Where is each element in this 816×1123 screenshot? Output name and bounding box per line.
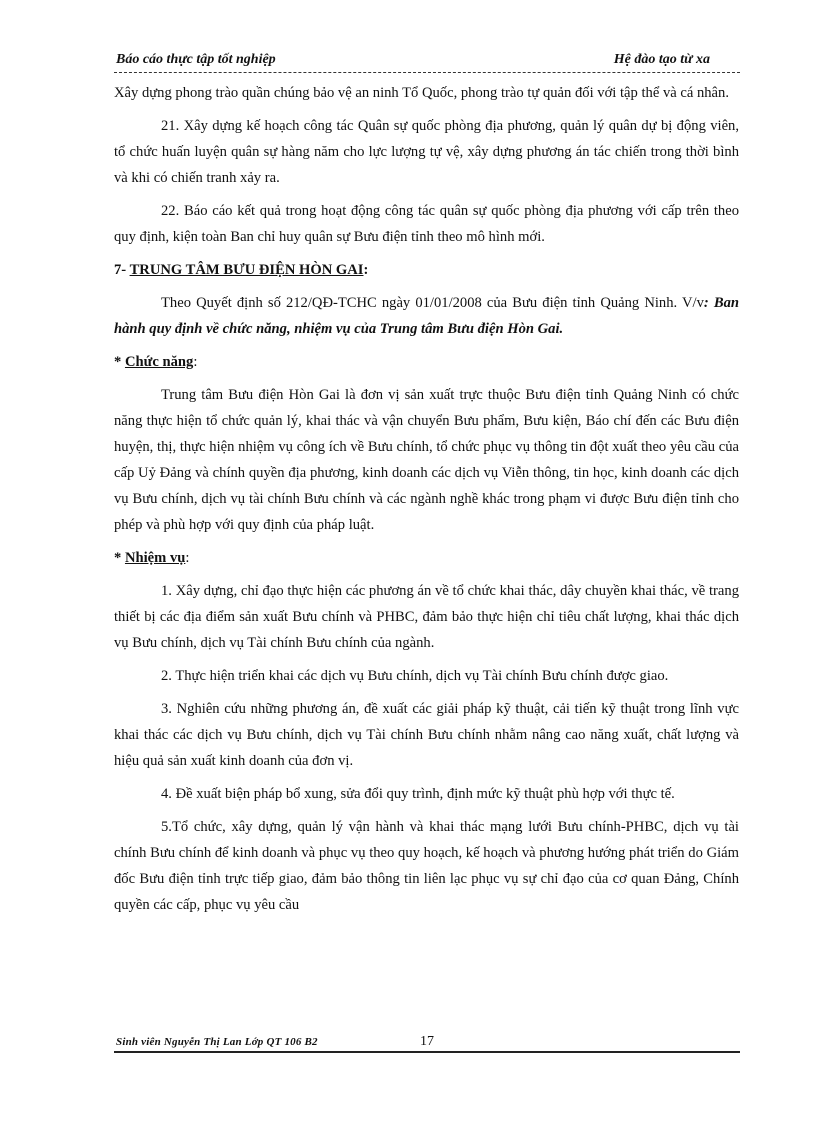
- decision-title: : Ban hành quy định về chức năng, nhiệm vụ của Trung tâm Bưu điện Hòn Gai.: [114, 295, 739, 337]
- page-footer: [114, 1034, 740, 1054]
- list-item: 2. Thực hiện triển khai các dịch vụ Bưu chính, dịch vụ Tài chính Bưu chính được giao.: [161, 668, 669, 684]
- page-body: [114, 80, 739, 925]
- footer-student: Sinh viên Nguyễn Thị Lan Lớp QT 106 B2: [116, 1036, 318, 1048]
- chuc-nang-colon: :: [193, 354, 198, 370]
- list-item: 5.Tổ chức, xây dựng, quản lý vận hành và khai thác mạng lưới Bưu chính-PHBC, dịch vụ tài chính Bưu chính để kinh doanh và phục vụ theo quy hoạch, kế hoạch và phương hướng phát triển do Giám đốc Bưu điện tỉnh trực tiếp giao, đảm bảo thông tin liên lạc phục vụ sự chỉ đạo của cơ quan Đảng, Chính quyền các cấp, phục vụ yêu cầu: [114, 819, 739, 913]
- header-divider: [114, 72, 740, 73]
- page-number: 17: [420, 1034, 434, 1049]
- section-number: 7-: [114, 262, 127, 278]
- section-heading: [114, 257, 739, 283]
- list-item: 3. Nghiên cứu những phương án, đề xuất các giải pháp kỹ thuật, cải tiến kỹ thuật trong lĩnh vực khai thác các dịch vụ Bưu chính, dịch vụ Tài chính Bưu chính nhằm nâng cao năng xuất, chất lượng và hiệu quả sản xuất kinh doanh của đơn vị.: [114, 701, 739, 769]
- nhiem-vu-star: *: [114, 550, 125, 566]
- nhiem-vu-heading: [114, 545, 739, 571]
- decision-paragraph: [114, 290, 739, 342]
- footer-divider: [114, 1051, 740, 1053]
- header-report-title: Báo cáo thực tập tốt nghiệp: [116, 52, 276, 67]
- nhiem-vu-label: Nhiệm vụ: [124, 550, 186, 566]
- chuc-nang-heading: [114, 349, 739, 375]
- paragraph: 21. Xây dựng kế hoạch công tác Quân sự quốc phòng địa phương, quản lý quân dự bị động viên, tổ chức huấn luyện quân sự hàng năm cho lực lượng tự vệ, xây dựng phương án tác chiến trong thời bình và khi có chiến tranh xảy ra.: [114, 118, 739, 186]
- paragraph: Xây dựng phong trào quần chúng bảo vệ an ninh Tổ Quốc, phong trào tự quản đối với tập thể và cá nhân.: [114, 85, 729, 101]
- paragraph: 22. Báo cáo kết quả trong hoạt động công tác quân sự quốc phòng địa phương với cấp trên theo quy định, kiện toàn Ban chỉ huy quân sự Bưu điện tỉnh theo mô hình mới.: [114, 203, 739, 245]
- section-colon: :: [363, 262, 369, 278]
- decision-text: Theo Quyết định số 212/QĐ-TCHC ngày 01/01/2008 của Bưu điện tỉnh Quảng Ninh. V/v: [161, 295, 704, 311]
- nhiem-vu-colon: :: [185, 550, 190, 566]
- section-title: TRUNG TÂM BƯU ĐIỆN HÒN GAI: [129, 262, 364, 278]
- header-program: Hệ đào tạo từ xa: [613, 52, 710, 67]
- list-item: 4. Đề xuất biện pháp bổ xung, sửa đổi quy trình, định mức kỹ thuật phù hợp với thực tế.: [161, 786, 675, 802]
- page-header: [114, 52, 740, 72]
- list-item: 1. Xây dựng, chỉ đạo thực hiện các phương án về tổ chức khai thác, dây chuyền khai thác, về trang thiết bị các địa điểm sản xuất Bưu chính và PHBC, đảm bảo thực hiện chỉ tiêu chất lượng, khai thác dịch vụ Bưu chính, dịch vụ Tài chính Bưu chính của ngành.: [114, 583, 739, 651]
- paragraph: Trung tâm Bưu điện Hòn Gai là đơn vị sản xuất trực thuộc Bưu điện tỉnh Quảng Ninh có chức năng thực hiện tổ chức quản lý, khai thác và vận chuyển Bưu phẩm, Bưu kiện, Báo chí đến các Bưu điện huyện, thị, thực hiện nhiệm vụ công ích về Bưu chính, tổ chức phục vụ thông tin đột xuất theo yêu cầu của cấp Uỷ Đảng và chính quyền địa phương, kinh doanh các dịch vụ Viễn thông, tin học, kinh doanh các dịch vụ Bưu chính, dịch vụ tài chính Bưu chính và các ngành nghề khác trong phạm vi được Bưu điện tỉnh cho phép và phù hợp với quy định của pháp luật.: [114, 387, 739, 533]
- chuc-nang-label: Chức năng: [124, 354, 194, 370]
- chuc-nang-star: *: [114, 354, 125, 370]
